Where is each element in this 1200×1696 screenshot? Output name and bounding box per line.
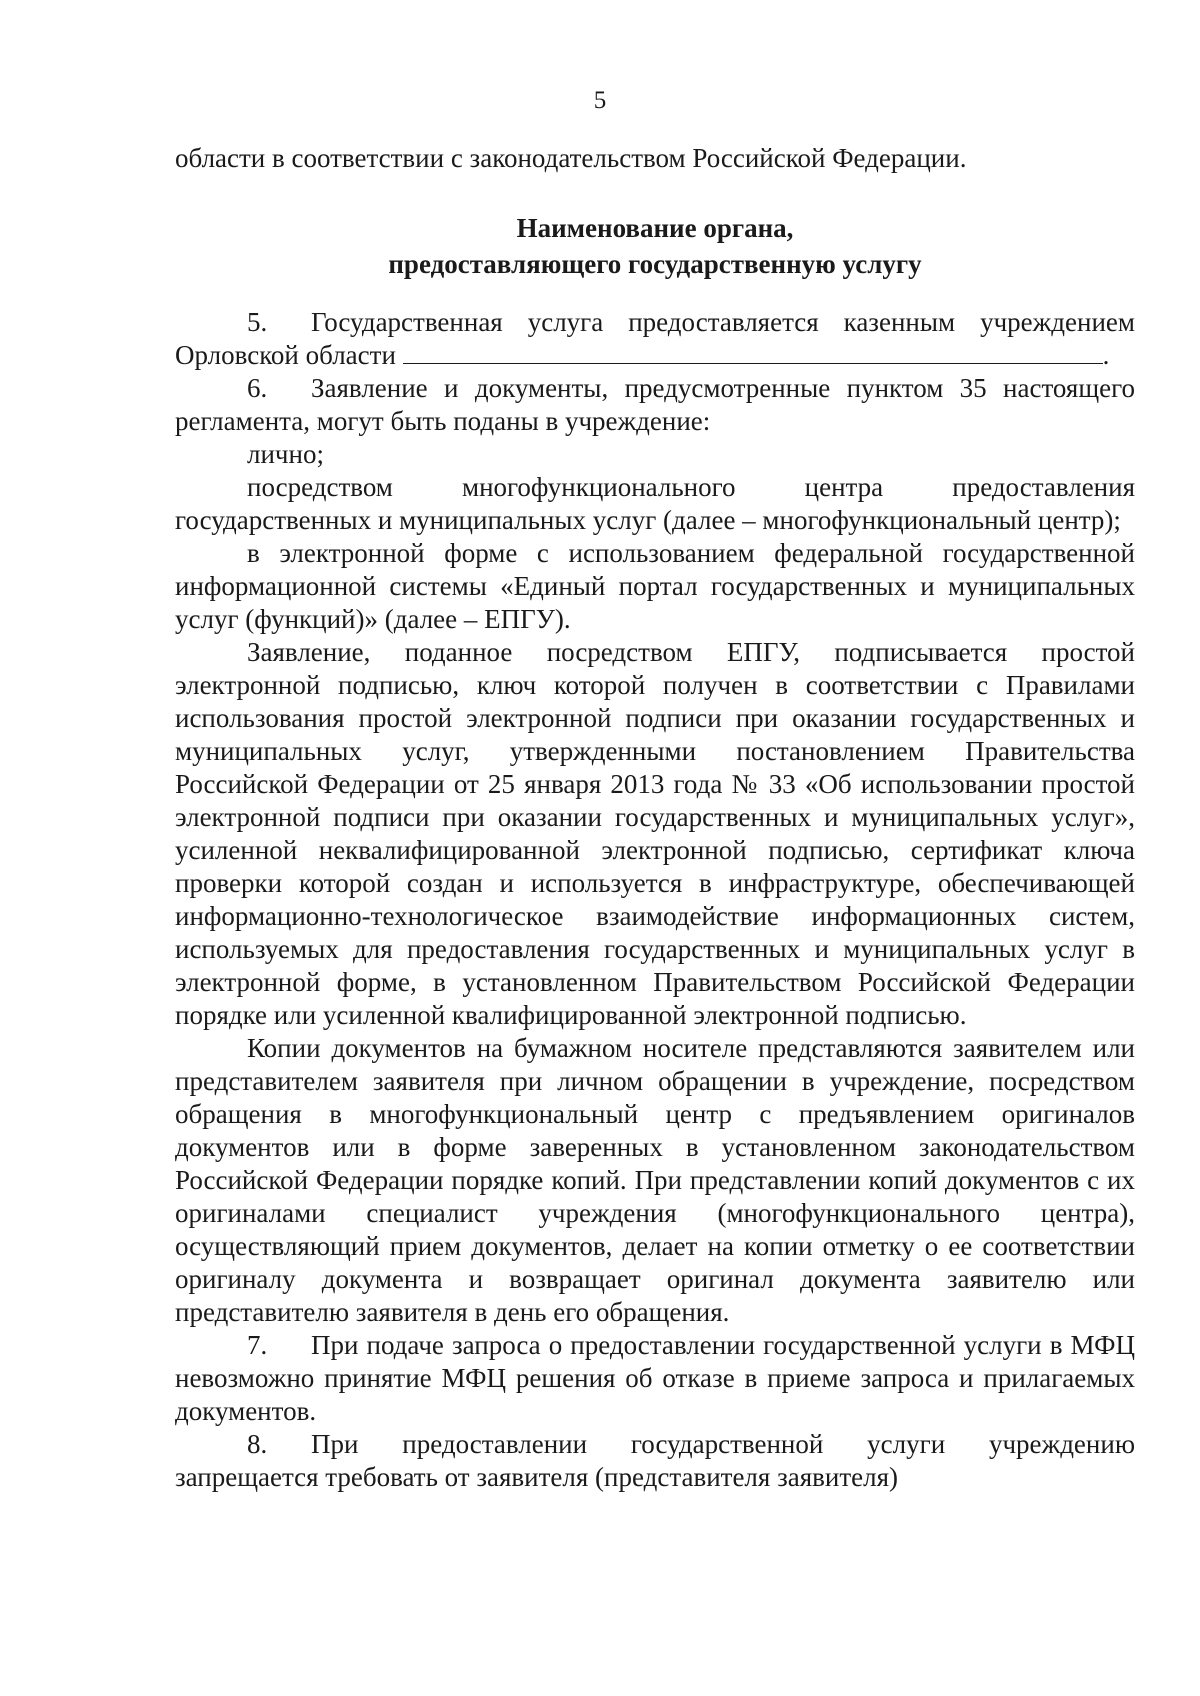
- document-body: [175, 142, 1135, 1494]
- paragraph-6-text: Заявление и документы, предусмотренные пунктом 35 настоящего регламента, могут быть поданы в учреждение:: [175, 373, 1135, 436]
- paragraph-5-number: 5.: [247, 307, 268, 337]
- section-title: [175, 210, 1135, 282]
- paragraph-6-number: 6.: [247, 373, 268, 403]
- paragraph-8-text: При предоставлении государственной услуги учреждению запрещается требовать от заявителя (представителя заявителя): [175, 1429, 1135, 1492]
- paragraph-7: [175, 1329, 1135, 1428]
- section-title-line-1: Наименование органа,: [516, 213, 794, 243]
- intro-line: области в соответствии с законодательством Российской Федерации.: [175, 143, 967, 173]
- paragraph-7-text: При подаче запроса о предоставлении государственной услуги в МФЦ невозможно принятие МФЦ решения об отказе в приеме запроса и прилагаемых документов.: [175, 1330, 1135, 1426]
- paragraph-6-item-2: посредством многофункционального центра предоставления государственных и муниципальных услуг (далее – многофункциональный центр);: [175, 472, 1135, 535]
- paragraph-document-copies: Копии документов на бумажном носителе представляются заявителем или представителем заявителя при личном обращении в учреждение, посредством обращения в многофункциональный центр с предъявлением оригиналов документов или в форме заверенных в установленном законодательством Российской Федерации порядке копий. При представлении копий документов с их оригиналами специалист учреждения (многофункционального центра), осуществляющий прием документов, делает на копии отметку о ее соответствии оригиналу документа и возвращает оригинал документа заявителю или представителю заявителя в день его обращения.: [175, 1033, 1135, 1327]
- page-number: 5: [593, 87, 607, 114]
- paragraph-7-number: 7.: [247, 1330, 268, 1360]
- paragraph-6: [175, 372, 1135, 438]
- paragraph-6-item-1: лично;: [247, 439, 324, 469]
- fill-in-blank-line: [403, 339, 1103, 364]
- paragraph-5-tail: .: [1102, 340, 1110, 370]
- paragraph-epgu-signature: Заявление, поданное посредством ЕПГУ, подписывается простой электронной подписью, ключ которой получен в соответствии с Правилами использования простой электронной подписи при оказании государственных и муниципальных услуг, утвержденными постановлением Правительства Российской Федерации от 25 января 2013 года № 33 «Об использовании простой электронной подписи при оказании государственных и муниципальных услуг», усиленной неквалифицированной электронной подписью, сертификат ключа проверки которой создан и используется в инфраструктуре, обеспечивающей информационно-технологическое взаимодействие информационных систем, используемых для предоставления государственных и муниципальных услуг в электронной форме, в установленном Правительством Российской Федерации порядке или усиленной квалифицированной электронной подписью.: [175, 637, 1135, 1030]
- paragraph-8-number: 8.: [247, 1429, 268, 1459]
- paragraph-5: [175, 306, 1135, 372]
- paragraph-5-text: Государственная услуга предоставляется казенным учреждением Орловской области: [175, 307, 1135, 370]
- paragraph-8: [175, 1428, 1135, 1494]
- paragraph-6-item-3: в электронной форме с использованием федеральной государственной информационной системы «Единый портал государственных и муниципальных услуг (функций)» (далее – ЕПГУ).: [175, 538, 1135, 634]
- section-title-line-2: предоставляющего государственную услугу: [388, 249, 922, 279]
